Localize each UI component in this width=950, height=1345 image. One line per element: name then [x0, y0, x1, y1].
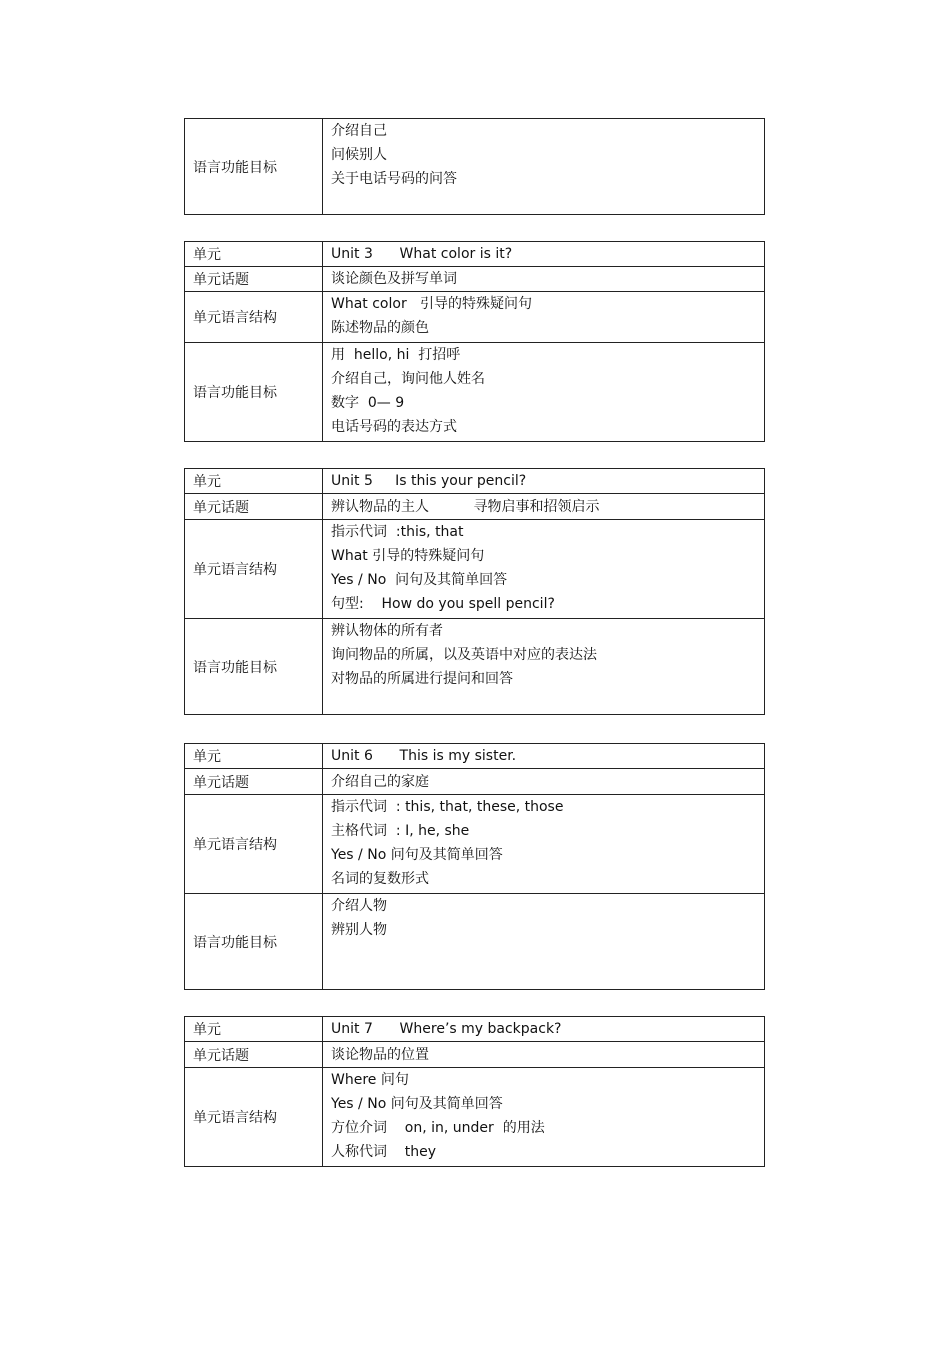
- table-row: [185, 469, 765, 494]
- row-content: [323, 769, 765, 795]
- table-row: [185, 619, 765, 715]
- row-label: 语言功能目标: [185, 343, 323, 442]
- content-line: Unit 7 Where’s my backpack?: [331, 1021, 562, 1037]
- table-row: [185, 769, 765, 795]
- table-row: [185, 343, 765, 442]
- row-content: [323, 744, 765, 769]
- content-line: 辨别人物: [331, 922, 387, 938]
- content-line: Yes / No 问句及其简单回答: [331, 1096, 503, 1112]
- content-line: 谈论物品的位置: [331, 1046, 429, 1063]
- unit-table-intro: [184, 118, 765, 215]
- content-line: Unit 6 This is my sister.: [331, 748, 517, 764]
- unit-table-unit5: [184, 468, 765, 715]
- row-label: 单元语言结构: [185, 292, 323, 343]
- table-row: [185, 520, 765, 619]
- row-label: 单元话题: [185, 494, 323, 520]
- row-label: 单元: [185, 242, 323, 267]
- content-line: 名词的复数形式: [331, 871, 429, 887]
- table-row: [185, 119, 765, 215]
- table-row: [185, 242, 765, 267]
- content-line: What color 引导的特殊疑问句: [331, 296, 533, 312]
- row-label: 单元: [185, 469, 323, 494]
- row-content: [323, 469, 765, 494]
- content-line: 陈述物品的颜色: [331, 320, 429, 336]
- table-row: [185, 795, 765, 894]
- content-line: 询问物品的所属，以及英语中对应的表达法: [331, 647, 597, 663]
- row-label: 单元话题: [185, 267, 323, 292]
- content-line: 介绍自己的家庭: [331, 773, 429, 790]
- row-label: 单元话题: [185, 1042, 323, 1068]
- row-content: [323, 292, 765, 343]
- content-line: 数字 0— 9: [331, 395, 405, 411]
- content-line: Unit 3 What color is it?: [331, 246, 513, 262]
- content-line: 对物品的所属进行提问和回答: [331, 671, 513, 687]
- content-line: 谈论颜色及拼写单词: [331, 271, 457, 287]
- table-row: [185, 292, 765, 343]
- content-line: 辨认物体的所有者: [331, 623, 443, 639]
- content-line: 指示代词 :this, that: [331, 524, 464, 540]
- row-label: 单元话题: [185, 769, 323, 795]
- unit-table-unit7: [184, 1016, 765, 1167]
- content-line: 用 hello, hi 打招呼: [331, 347, 461, 363]
- table-row: [185, 1017, 765, 1042]
- content-line: Where 问句: [331, 1072, 409, 1088]
- row-label: 单元语言结构: [185, 520, 323, 619]
- content-line: What 引导的特殊疑问句: [331, 548, 485, 564]
- content-line: 关于电话号码的问答: [331, 171, 457, 187]
- table-row: [185, 267, 765, 292]
- row-content: [323, 1042, 765, 1068]
- row-content: [323, 242, 765, 267]
- row-label: 语言功能目标: [185, 894, 323, 990]
- table-row: [185, 744, 765, 769]
- table-row: [185, 894, 765, 990]
- content-line: Unit 5 Is this your pencil?: [331, 473, 527, 489]
- content-line: 指示代词 : this, that, these, those: [331, 799, 564, 815]
- row-label: 单元语言结构: [185, 1068, 323, 1167]
- row-content: [323, 1017, 765, 1042]
- content-line: Yes / No 问句及其简单回答: [331, 847, 503, 863]
- row-label: 单元语言结构: [185, 795, 323, 894]
- row-content: [323, 520, 765, 619]
- row-content: [323, 795, 765, 894]
- row-label: 语言功能目标: [185, 119, 323, 215]
- content-line: 主格代词 : I, he, she: [331, 823, 470, 839]
- row-content: [323, 343, 765, 442]
- row-content: [323, 119, 765, 215]
- row-label: 单元: [185, 744, 323, 769]
- unit-table-unit6: [184, 743, 765, 990]
- row-content: [323, 267, 765, 292]
- row-content: [323, 494, 765, 520]
- row-label: 单元: [185, 1017, 323, 1042]
- content-line: 介绍自己: [331, 123, 387, 139]
- row-content: [323, 619, 765, 715]
- content-line: 介绍自己，询问他人姓名: [331, 371, 485, 387]
- table-row: [185, 494, 765, 520]
- content-line: 辨认物品的主人 寻物启事和招领启示: [331, 498, 600, 515]
- content-line: 句型: How do you spell pencil?: [331, 596, 555, 612]
- content-line: 问候别人: [331, 147, 387, 163]
- content-line: 方位介词 on, in, under 的用法: [331, 1120, 545, 1136]
- table-row: [185, 1042, 765, 1068]
- row-content: [323, 1068, 765, 1167]
- row-label: 语言功能目标: [185, 619, 323, 715]
- table-row: [185, 1068, 765, 1167]
- content-line: 人称代词 they: [331, 1144, 437, 1160]
- content-line: 电话号码的表达方式: [331, 419, 457, 435]
- unit-table-unit3: [184, 241, 765, 442]
- content-line: Yes / No 问句及其简单回答: [331, 572, 508, 588]
- content-line: 介绍人物: [331, 898, 387, 914]
- row-content: [323, 894, 765, 990]
